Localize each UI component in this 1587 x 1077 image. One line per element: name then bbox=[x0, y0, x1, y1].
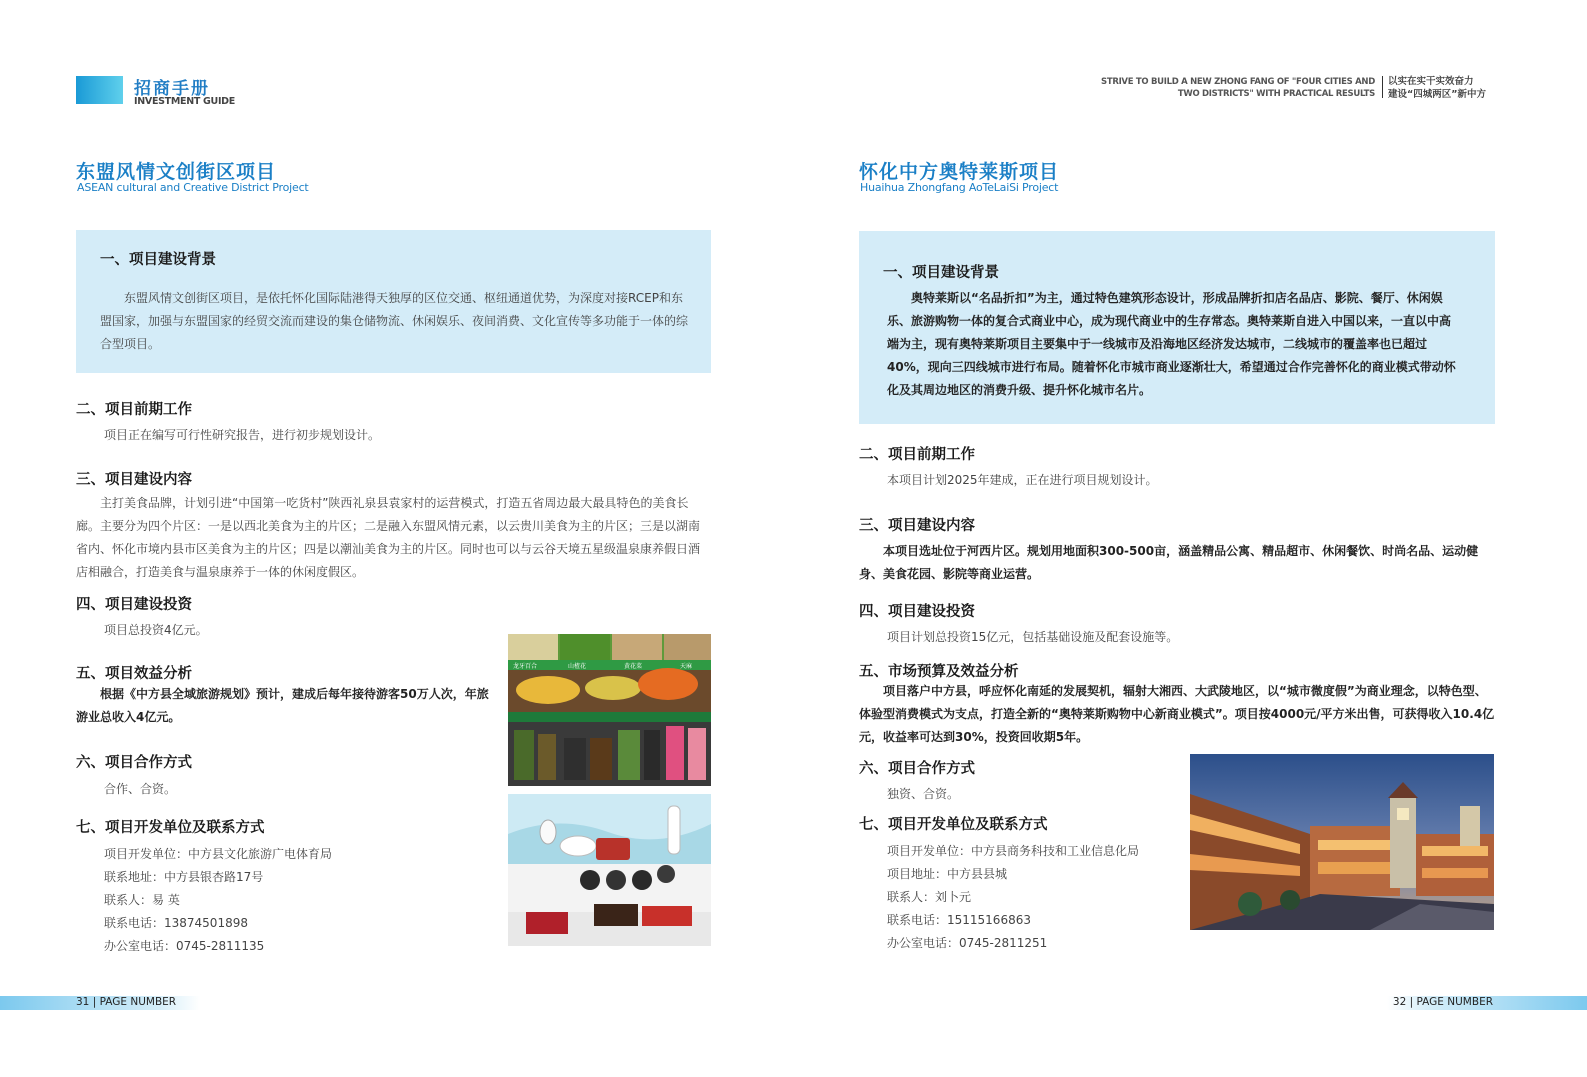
logo-title: 招商手册 bbox=[134, 79, 210, 99]
label-hawthorn: 山楂花 bbox=[568, 663, 587, 670]
right-s4-heading: 四、项目建设投资 bbox=[859, 604, 975, 620]
logo-subtitle: INVESTMENT GUIDE bbox=[134, 96, 235, 107]
left-s2-heading: 二、项目前期工作 bbox=[76, 402, 192, 418]
left-title-en: ASEAN cultural and Creative District Project bbox=[77, 181, 309, 194]
right-s2-text: 本项目计划2025年建成，正在进行项目规划设计。 bbox=[887, 473, 1158, 487]
left-s5-heading: 五、项目效益分析 bbox=[76, 666, 192, 682]
label-daylily: 黄花菜 bbox=[624, 663, 643, 670]
right-s3-text: 本项目选址位于河西片区。规划用地面积300-500亩，涵盖精品公寓、精品超市、休闲餐饮、时尚名品、运动健身、美食花园、影院等商业运营。 bbox=[859, 544, 1479, 581]
left-s6-heading: 六、项目合作方式 bbox=[76, 755, 192, 771]
left-page-number: 31 | PAGE NUMBER bbox=[76, 996, 177, 1008]
right-contact-list bbox=[887, 840, 1139, 955]
left-background-box bbox=[76, 230, 711, 373]
slogan-cn-line1: 以实在实干实效奋力 bbox=[1388, 76, 1474, 87]
left-contact-address: 联系地址：中方县银杏路17号 bbox=[104, 870, 264, 884]
right-title-en: Huaihua Zhongfang AoTeLaiSi Project bbox=[860, 181, 1059, 194]
food-products-photo bbox=[508, 634, 711, 786]
right-s2-heading: 二、项目前期工作 bbox=[859, 447, 975, 463]
ceramics-photo bbox=[508, 794, 711, 946]
slogan-cn-line2: 建设“四城两区”新中方 bbox=[1388, 89, 1486, 100]
right-s6-text: 独资、合资。 bbox=[887, 787, 960, 801]
right-s4-text: 项目计划总投资15亿元，包括基础设施及配套设施等。 bbox=[887, 630, 1179, 644]
right-title: 怀化中方奥特莱斯项目 bbox=[859, 161, 1060, 183]
right-s1-text: 奥特莱斯以“名品折扣”为主，通过特色建筑形态设计，形成品牌折扣店名品店、影院、餐厅、休闲娱乐、旅游购物一体的复合式商业中心，成为现代商业中的生存常态。奥特莱斯自进入中国以来，一直以中高端为主，现有奥特莱斯项目主要集中于一线城市及沿海地区经济发达城市，二线城市的覆盖率也已超过40%，现向三四线城市进行布局。随着怀化市城市商业逐渐壮大，希望通过合作完善怀化的商业模式带动怀化及其周边地区的消费升级、提升怀化城市名片。 bbox=[887, 291, 1456, 397]
slogan-cn bbox=[1388, 75, 1486, 101]
left-contact-phone: 联系电话：13874501898 bbox=[104, 916, 248, 930]
slogan-divider bbox=[1382, 76, 1383, 98]
left-s1-text: 东盟风情文创街区项目，是依托怀化国际陆港得天独厚的区位交通、枢纽通道优势，为深度对接RCEP和东盟国家，加强与东盟国家的经贸交流而建设的集仓储物流、休闲娱乐、夜间消费、文化宣传等多功能于一体的综合型项目。 bbox=[100, 291, 689, 351]
left-s1-heading: 一、项目建设背景 bbox=[100, 252, 216, 268]
right-contact-office: 办公室电话：0745-2811251 bbox=[887, 936, 1048, 950]
right-page-number: 32 | PAGE NUMBER bbox=[1392, 996, 1493, 1008]
right-contact-phone: 联系电话：15115166863 bbox=[887, 913, 1031, 927]
right-s3-heading: 三、项目建设内容 bbox=[859, 518, 975, 534]
right-s5-text: 项目落户中方县，呼应怀化南延的发展契机，辐射大湘西、大武陵地区，以“城市微度假”为商业理念，以特色型、体验型消费模式为支点，打造全新的“奥特莱斯购物中心新商业模式”。项目按4000元/平方米出售，可获得收入10.4亿元，收益率可达到30%，投资回收期5年。 bbox=[859, 684, 1495, 744]
left-title: 东盟风情文创街区项目 bbox=[76, 161, 277, 183]
left-s2-text: 项目正在编写可行性研究报告，进行初步规划设计。 bbox=[104, 428, 381, 442]
left-s6-text: 合作、合资。 bbox=[104, 782, 177, 796]
left-contact-unit: 项目开发单位：中方县文化旅游广电体育局 bbox=[104, 847, 333, 861]
right-s6-heading: 六、项目合作方式 bbox=[859, 761, 975, 777]
logo-mark bbox=[76, 76, 123, 104]
label-gastrodia: 天麻 bbox=[680, 663, 693, 670]
left-s7-heading: 七、项目开发单位及联系方式 bbox=[76, 820, 265, 836]
left-contact-list bbox=[104, 843, 332, 958]
right-background-box bbox=[859, 231, 1495, 424]
left-s5-text: 根据《中方县全域旅游规划》预计，建成后每年接待游客50万人次，年旅游业总收入4亿元。 bbox=[76, 687, 489, 724]
left-contact-person: 联系人：易 英 bbox=[104, 893, 180, 907]
slogan-en-line1: STRIVE TO BUILD A NEW ZHONG FANG OF "FOUR CITIES AND bbox=[1101, 77, 1375, 87]
left-s4-text: 项目总投资4亿元。 bbox=[104, 623, 208, 637]
left-contact-office: 办公室电话：0745-2811135 bbox=[104, 939, 265, 953]
right-s1-heading: 一、项目建设背景 bbox=[883, 265, 999, 281]
slogan-en-line2: TWO DISTRICTS" WITH PRACTICAL RESULTS bbox=[1177, 89, 1375, 99]
outlet-rendering-photo bbox=[1190, 754, 1494, 930]
label-lily: 龙牙百合 bbox=[513, 663, 538, 670]
left-s4-heading: 四、项目建设投资 bbox=[76, 597, 192, 613]
right-contact-address: 项目地址：中方县县城 bbox=[887, 867, 1008, 881]
left-s3-heading: 三、项目建设内容 bbox=[76, 472, 192, 488]
right-contact-unit: 项目开发单位：中方县商务科技和工业信息化局 bbox=[887, 844, 1140, 858]
right-s7-heading: 七、项目开发单位及联系方式 bbox=[859, 817, 1048, 833]
right-contact-person: 联系人：刘卜元 bbox=[887, 890, 972, 904]
right-s5-heading: 五、市场预算及效益分析 bbox=[859, 664, 1019, 680]
slogan-en bbox=[1101, 76, 1375, 100]
left-s3-text: 主打美食品牌，计划引进“中国第一吃货村”陕西礼泉县袁家村的运营模式，打造五省周边最大最具特色的美食长廊。主要分为四个片区：一是以西北美食为主的片区；二是融入东盟风情元素，以云贵川美食为主的片区；三是以湖南省内、怀化市境内县市区美食为主的片区；四是以潮汕美食为主的片区。同时也可以与云谷天境五星级温泉康养假日酒店相融合，打造美食与温泉康养于一体的休闲度假区。 bbox=[76, 496, 701, 579]
